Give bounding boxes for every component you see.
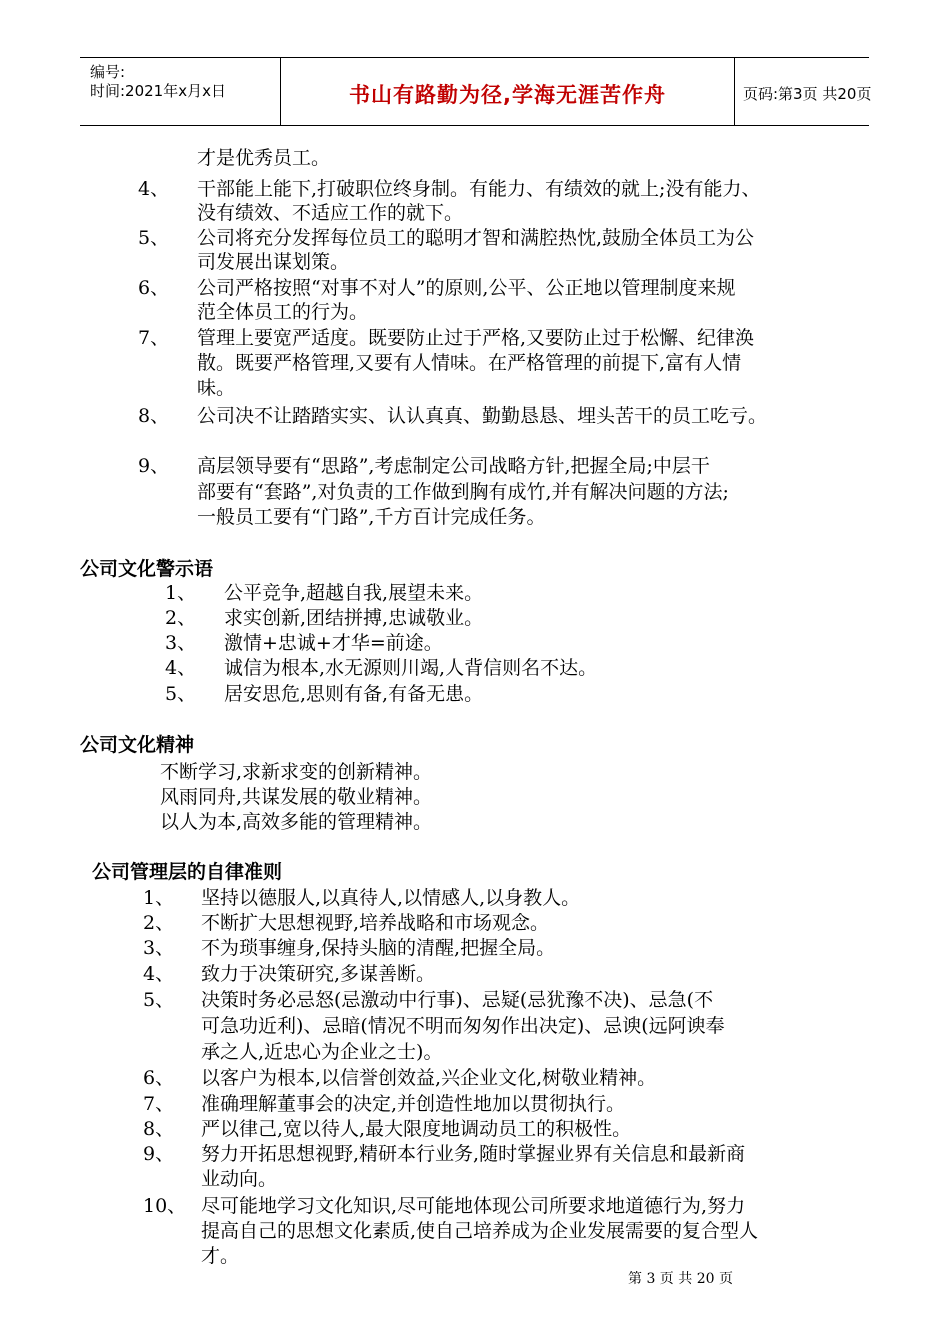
list-item-number: 3、 xyxy=(165,632,197,654)
list-item-line: 不为琐事缠身,保持头脑的清醒,把握全局。 xyxy=(201,937,556,959)
list-item-line: 严以律己,宽以待人,最大限度地调动员工的积极性。 xyxy=(201,1118,632,1140)
list-item-line: 干部能上能下,打破职位终身制。有能力、有绩效的就上;没有能力、 xyxy=(197,178,761,200)
header-left-cell xyxy=(80,58,280,125)
list-item-line: 求实创新,团结拼搏,忠诚敬业。 xyxy=(224,607,484,629)
list-item-number: 9、 xyxy=(138,455,170,477)
list-item-number: 7、 xyxy=(143,1093,175,1115)
list-item-number: 1、 xyxy=(165,582,197,604)
list-item-line: 不断扩大思想视野,培养战略和市场观念。 xyxy=(201,912,550,934)
list-item-number: 3、 xyxy=(143,937,175,959)
section-heading-warnings: 公司文化警示语 xyxy=(80,558,214,580)
list-item-line: 一般员工要有“门路”,千方百计完成任务。 xyxy=(197,506,546,528)
list-item-line: 准确理解董事会的决定,并创造性地加以贯彻执行。 xyxy=(201,1093,626,1115)
list-item-line: 才。 xyxy=(201,1245,240,1267)
list-item-line: 承之人,近忠心为企业之士)。 xyxy=(201,1041,443,1063)
header-right-cell xyxy=(735,58,872,125)
list-item-line: 尽可能地学习文化知识,尽可能地体现公司所要求地道德行为,努力 xyxy=(201,1195,746,1217)
list-item-number: 4、 xyxy=(143,963,175,985)
header-motto-cell xyxy=(280,58,735,125)
number-label: 编号: xyxy=(90,63,126,81)
list-item-line: 范全体员工的行为。 xyxy=(197,301,369,323)
section-heading-spirit: 公司文化精神 xyxy=(80,734,195,756)
list-item-line: 管理上要宽严适度。既要防止过于严格,又要防止过于松懈、纪律涣 xyxy=(197,327,755,349)
list-item-line: 部要有“套路”,对负责的工作做到胸有成竹,并有解决问题的方法; xyxy=(197,481,729,503)
list-item-line: 坚持以德服人,以真待人,以情感人,以身教人。 xyxy=(201,887,581,909)
list-item-number: 5、 xyxy=(138,227,170,249)
list-item-line: 以客户为根本,以信誉创效益,兴企业文化,树敬业精神。 xyxy=(201,1067,657,1089)
list-item-number: 10、 xyxy=(143,1195,187,1217)
continuation-line: 才是优秀员工。 xyxy=(197,147,331,169)
section-heading-discipline: 公司管理层的自律准则 xyxy=(92,861,283,883)
list-item-line: 公司将充分发挥每位员工的聪明才智和满腔热忱,鼓励全体员工为公 xyxy=(197,227,755,249)
list-item-number: 4、 xyxy=(165,657,197,679)
list-item-line: 可急功近利)、忌暗(情况不明而匆匆作出决定)、忌谀(远阿谀奉 xyxy=(201,1015,725,1037)
list-item-line: 公司严格按照“对事不对人”的原则,公平、公正地以管理制度来规 xyxy=(197,277,736,299)
list-item-line: 激情+忠诚+才华=前途。 xyxy=(224,632,443,654)
list-item-line: 努力开拓思想视野,精研本行业务,随时掌握业界有关信息和最新商 xyxy=(201,1143,746,1165)
list-item-number: 8、 xyxy=(138,405,170,427)
header-motto: 书山有路勤为径,学海无涯苦作舟 xyxy=(349,83,666,107)
list-item-number: 6、 xyxy=(138,277,170,299)
list-item-line: 高层领导要有“思路”,考虑制定公司战略方针,把握全局;中层干 xyxy=(197,455,710,477)
list-item-line: 没有绩效、不适应工作的就下。 xyxy=(197,202,464,224)
spirit-line: 不断学习,求新求变的创新精神。 xyxy=(160,761,433,783)
spirit-line: 以人为本,高效多能的管理精神。 xyxy=(160,811,433,833)
time-label: 时间:2021年x月x日 xyxy=(90,82,226,100)
list-item-number: 7、 xyxy=(138,327,170,349)
list-item-line: 业动向。 xyxy=(201,1168,278,1190)
list-item-number: 9、 xyxy=(143,1143,175,1165)
list-item-number: 2、 xyxy=(143,912,175,934)
list-item-line: 决策时务必忌怒(忌激动中行事)、忌疑(忌犹豫不决)、忌急(不 xyxy=(201,989,714,1011)
list-item-line: 味。 xyxy=(197,377,236,399)
list-item-number: 5、 xyxy=(143,989,175,1011)
list-item-line: 诚信为根本,水无源则川竭,人背信则名不达。 xyxy=(224,657,598,679)
list-item-line: 公平竞争,超越自我,展望未来。 xyxy=(224,582,484,604)
list-item-line: 司发展出谋划策。 xyxy=(197,251,350,273)
page-footer: 第 3 页 共 20 页 xyxy=(628,1271,733,1287)
header-page-code: 页码:第3页 共20页 xyxy=(743,85,872,103)
list-item-number: 2、 xyxy=(165,607,197,629)
list-item-number: 6、 xyxy=(143,1067,175,1089)
page-header xyxy=(80,57,872,126)
list-item-line: 提高自己的思想文化素质,使自己培养成为企业发展需要的复合型人 xyxy=(201,1220,759,1242)
list-item-number: 5、 xyxy=(165,683,197,705)
list-item-line: 散。既要严格管理,又要有人情味。在严格管理的前提下,富有人情 xyxy=(197,352,742,374)
list-item-line: 公司决不让踏踏实实、认认真真、勤勤恳恳、埋头苦干的员工吃亏。 xyxy=(197,405,768,427)
list-item-line: 致力于决策研究,多谋善断。 xyxy=(201,963,436,985)
spirit-line: 风雨同舟,共谋发展的敬业精神。 xyxy=(160,786,433,808)
list-item-number: 1、 xyxy=(143,887,175,909)
list-item-number: 4、 xyxy=(138,178,170,200)
list-item-line: 居安思危,思则有备,有备无患。 xyxy=(224,683,484,705)
list-item-number: 8、 xyxy=(143,1118,175,1140)
